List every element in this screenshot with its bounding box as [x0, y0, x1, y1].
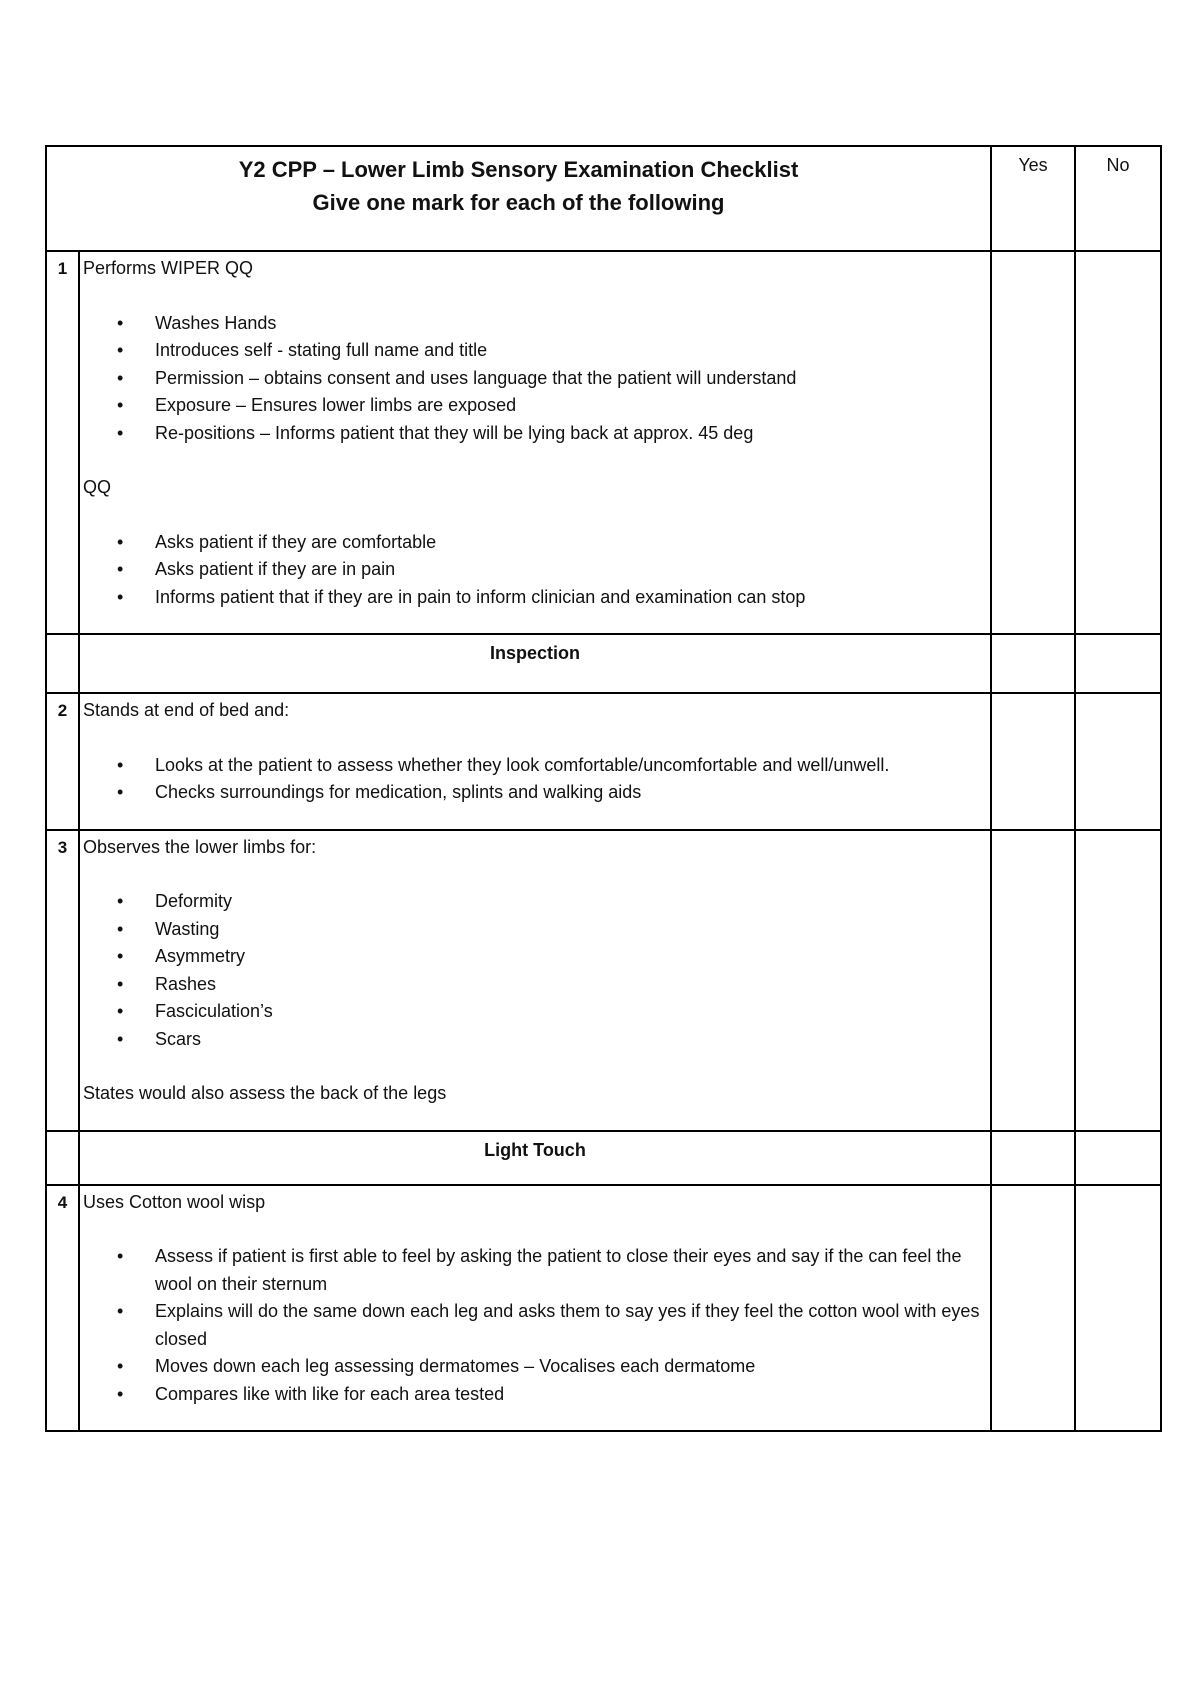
bullet-list	[83, 888, 990, 1053]
section-row-inspection	[46, 634, 1161, 693]
bullet-icon: •	[117, 1356, 124, 1376]
bullet-list	[83, 310, 990, 448]
bullet-icon: •	[117, 367, 124, 388]
item-footer-note: States would also assess the back of the legs	[83, 1083, 447, 1103]
checklist-table	[45, 145, 1162, 1432]
empty-yes-cell	[991, 634, 1075, 693]
item-body	[79, 251, 991, 634]
list-item: • Permission – obtains consent and uses language that the patient will understand	[117, 365, 990, 393]
bullet-icon: •	[117, 395, 124, 415]
bullet-icon: •	[117, 1028, 124, 1049]
bullet-icon: •	[117, 891, 124, 911]
empty-yes-cell	[991, 1131, 1075, 1185]
list-item: • Washes Hands	[117, 310, 990, 338]
item-intro: Performs WIPER QQ	[83, 258, 254, 278]
bullet-icon: •	[117, 340, 124, 360]
item-body	[79, 830, 991, 1131]
list-item: • Explains will do the same down each leg and asks them to say yes if they feel the cotton wool with eyes closed	[117, 1298, 990, 1353]
checklist-sheet	[45, 145, 1160, 1432]
item-row-3	[46, 830, 1161, 1131]
yes-checkbox-cell[interactable]	[991, 693, 1075, 830]
no-checkbox-cell[interactable]	[1075, 251, 1161, 634]
bullet-icon: •	[117, 559, 124, 579]
bullet-icon: •	[117, 1301, 124, 1321]
yes-column-header: Yes	[991, 146, 1075, 251]
header-row	[46, 146, 1161, 251]
list-item: • Assess if patient is first able to feel by asking the patient to close their eyes and say if the can feel the wool on their sternum	[117, 1243, 990, 1298]
no-column-header: No	[1075, 146, 1161, 251]
item-number: 2	[46, 693, 79, 830]
sub-heading: QQ	[83, 477, 112, 497]
no-checkbox-cell[interactable]	[1075, 693, 1161, 830]
title-cell	[46, 146, 991, 251]
item-intro: Stands at end of bed and:	[83, 700, 290, 720]
bullet-icon: •	[117, 531, 124, 552]
bullet-icon: •	[117, 312, 124, 333]
yes-checkbox-cell[interactable]	[991, 830, 1075, 1131]
section-heading: Light Touch	[79, 1131, 991, 1185]
bullet-list	[83, 1243, 990, 1408]
item-intro: Observes the lower limbs for:	[83, 836, 317, 857]
list-item: • Exposure – Ensures lower limbs are exposed	[117, 392, 990, 420]
list-item: • Re-positions – Informs patient that they will be lying back at approx. 45 deg	[117, 420, 990, 448]
bullet-icon: •	[117, 422, 124, 443]
item-body	[79, 1185, 991, 1432]
item-number: 4	[46, 1185, 79, 1432]
bullet-icon: •	[117, 586, 124, 607]
list-item: • Moves down each leg assessing dermatomes – Vocalises each dermatome	[117, 1353, 990, 1381]
no-checkbox-cell[interactable]	[1075, 830, 1161, 1131]
empty-no-cell	[1075, 1131, 1161, 1185]
checklist-title: Y2 CPP – Lower Limb Sensory Examination Checklist	[238, 157, 799, 182]
bullet-icon: •	[117, 918, 124, 939]
section-heading: Inspection	[79, 634, 991, 693]
bullet-icon: •	[117, 973, 124, 994]
bullet-icon: •	[117, 1246, 124, 1266]
list-item: • Informs patient that if they are in pain to inform clinician and examination can stop	[117, 584, 990, 612]
empty-no-cell	[1075, 634, 1161, 693]
bullet-icon: •	[117, 1383, 124, 1404]
item-body	[79, 693, 991, 830]
list-item: • Asymmetry	[117, 943, 990, 971]
bullet-list	[83, 752, 990, 807]
checklist-subtitle: Give one mark for each of the following	[312, 190, 725, 215]
bullet-icon: •	[117, 782, 124, 802]
list-item: • Fasciculation’s	[117, 998, 990, 1026]
item-number: 3	[46, 830, 79, 1131]
list-item: • Deformity	[117, 888, 990, 916]
bullet-icon: •	[117, 754, 124, 775]
item-row-2	[46, 693, 1161, 830]
empty-number-cell	[46, 1131, 79, 1185]
bullet-list	[83, 529, 990, 612]
yes-checkbox-cell[interactable]	[991, 1185, 1075, 1432]
list-item: • Compares like with like for each area tested	[117, 1381, 990, 1409]
no-checkbox-cell[interactable]	[1075, 1185, 1161, 1432]
list-item: • Looks at the patient to assess whether they look comfortable/uncomfortable and well/unwell.	[117, 752, 990, 780]
list-item: • Introduces self - stating full name and title	[117, 337, 990, 365]
item-row-4	[46, 1185, 1161, 1432]
empty-number-cell	[46, 634, 79, 693]
list-item: • Rashes	[117, 971, 990, 999]
list-item: • Checks surroundings for medication, splints and walking aids	[117, 779, 990, 807]
bullet-icon: •	[117, 946, 124, 966]
list-item: • Asks patient if they are in pain	[117, 556, 990, 584]
bullet-icon: •	[117, 1001, 124, 1021]
section-row-light-touch	[46, 1131, 1161, 1185]
list-item: • Asks patient if they are comfortable	[117, 529, 990, 557]
item-row-1	[46, 251, 1161, 634]
list-item: • Scars	[117, 1026, 990, 1054]
item-number: 1	[46, 251, 79, 634]
item-intro: Uses Cotton wool wisp	[83, 1191, 266, 1212]
yes-checkbox-cell[interactable]	[991, 251, 1075, 634]
list-item: • Wasting	[117, 916, 990, 944]
